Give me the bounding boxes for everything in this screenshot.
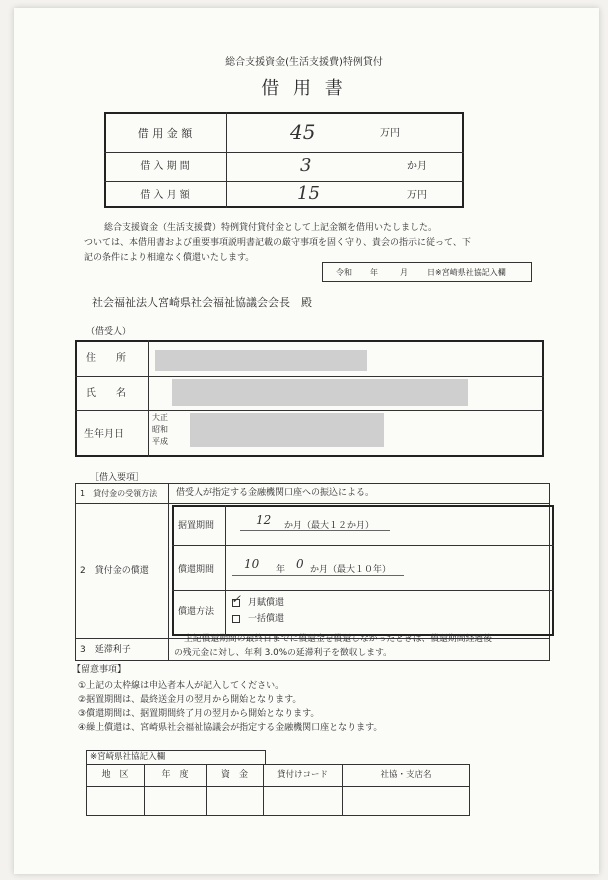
office-header-fund: 資 金	[220, 770, 248, 780]
loan-period-value: 3	[300, 155, 312, 176]
date-year: 年	[370, 268, 378, 277]
note-3: ③償還期間は、据置期間終了月の翌月から開始となります。	[78, 709, 320, 719]
monthly-amount-value: 15	[297, 183, 320, 204]
monthly-amount-unit: 万円	[407, 190, 427, 201]
redacted-address	[155, 350, 367, 371]
document-title: 借 用 書	[261, 78, 347, 99]
borrower-section-label: （借受人）	[86, 327, 132, 337]
note-1: ①上記の太枠線は申込者本人が記入してください。	[78, 681, 285, 691]
loan-amount-value: 45	[290, 120, 316, 144]
terms-row3-label: 3 延滞利子	[80, 645, 131, 655]
address-label: 住 所	[86, 353, 126, 364]
terms-row3-value-2: の残元金に対し、年利 3.0%の延滞利子を徴収します。	[174, 648, 392, 658]
era-taisho: 大正	[152, 413, 168, 422]
document-subtitle: 総合支援資金(生活支援費)特例貸付	[225, 57, 383, 68]
redacted-name	[172, 379, 468, 406]
birthdate-label: 生年月日	[84, 429, 124, 440]
intro-line-3: 記の条件により相違なく償還いたします。	[84, 253, 255, 263]
intro-line-2: ついては、本借用書および重要事項説明書記載の厳守事項を固く守り、貴会の指示に従って、下	[84, 238, 471, 248]
repayment-method-label: 償還方法	[178, 607, 215, 617]
monthly-amount-label: 借 入 月 額	[140, 190, 190, 201]
office-header-loan-code: 貸付けコード	[276, 770, 328, 780]
office-use-title: ※宮崎県社協記入欄	[90, 752, 166, 762]
deferment-value: 12	[256, 513, 272, 527]
repayment-month-unit: か月（最大１０年）	[310, 565, 392, 575]
repayment-years-value: 10	[244, 557, 260, 571]
repayment-months-value: 0	[296, 557, 304, 571]
terms-row1-label: 1 貸付金の受領方法	[80, 489, 158, 498]
office-header-branch: 社協・支店名	[380, 770, 432, 780]
deferment-unit: か月（最大１２か月）	[284, 521, 375, 531]
office-header-district: 地 区	[101, 770, 129, 780]
terms-section-label: ［借入要項］	[90, 473, 145, 483]
terms-row3-value-1: 上記償還期間の最終日までに償還金を償還しなかったときは、償還期間経過後	[184, 634, 492, 644]
terms-row1-value: 借受人が指定する金融機関口座への振込による。	[176, 488, 375, 498]
era-heisei: 平成	[152, 437, 168, 446]
office-header-year: 年 度	[161, 770, 189, 780]
date-day-note: 日※宮崎県社協記入欄	[427, 268, 506, 277]
check-mark-icon: ✓	[231, 592, 242, 606]
intro-line-1: 総合支援資金（生活支援費）特例貸付貸付金として上記金額を借用いたしました。	[104, 223, 438, 233]
name-label: 氏 名	[86, 388, 126, 399]
monthly-option-label: 月賦償還	[248, 598, 285, 608]
loan-period-label: 借 入 期 間	[140, 161, 190, 172]
note-2: ②据置期間は、最終送金月の翌月から開始となります。	[78, 695, 302, 705]
redacted-birthdate	[190, 413, 384, 447]
repayment-period-label: 償還期間	[178, 565, 215, 575]
lump-sum-option-label: 一括償還	[248, 614, 285, 624]
note-4: ④繰上償還は、宮崎県社会福祉協議会が指定する金融機関口座となります。	[78, 723, 383, 733]
loan-amount-unit: 万円	[380, 128, 400, 139]
loan-amount-label: 借 用 金 額	[137, 127, 193, 140]
repayment-year-unit: 年	[276, 565, 286, 575]
notes-title: 【留意事項】	[72, 665, 127, 675]
loan-period-unit: か月	[407, 161, 427, 172]
era-showa: 昭和	[152, 425, 168, 434]
date-month: 月	[400, 268, 408, 277]
deferment-label: 据置期間	[178, 521, 215, 531]
terms-row2-label: 2 貸付金の償還	[80, 566, 149, 576]
date-era: 令和	[336, 268, 352, 277]
lump-sum-checkbox[interactable]	[232, 615, 240, 623]
addressee: 社会福祉法人宮崎県社会福祉協議会会長 殿	[92, 296, 312, 309]
